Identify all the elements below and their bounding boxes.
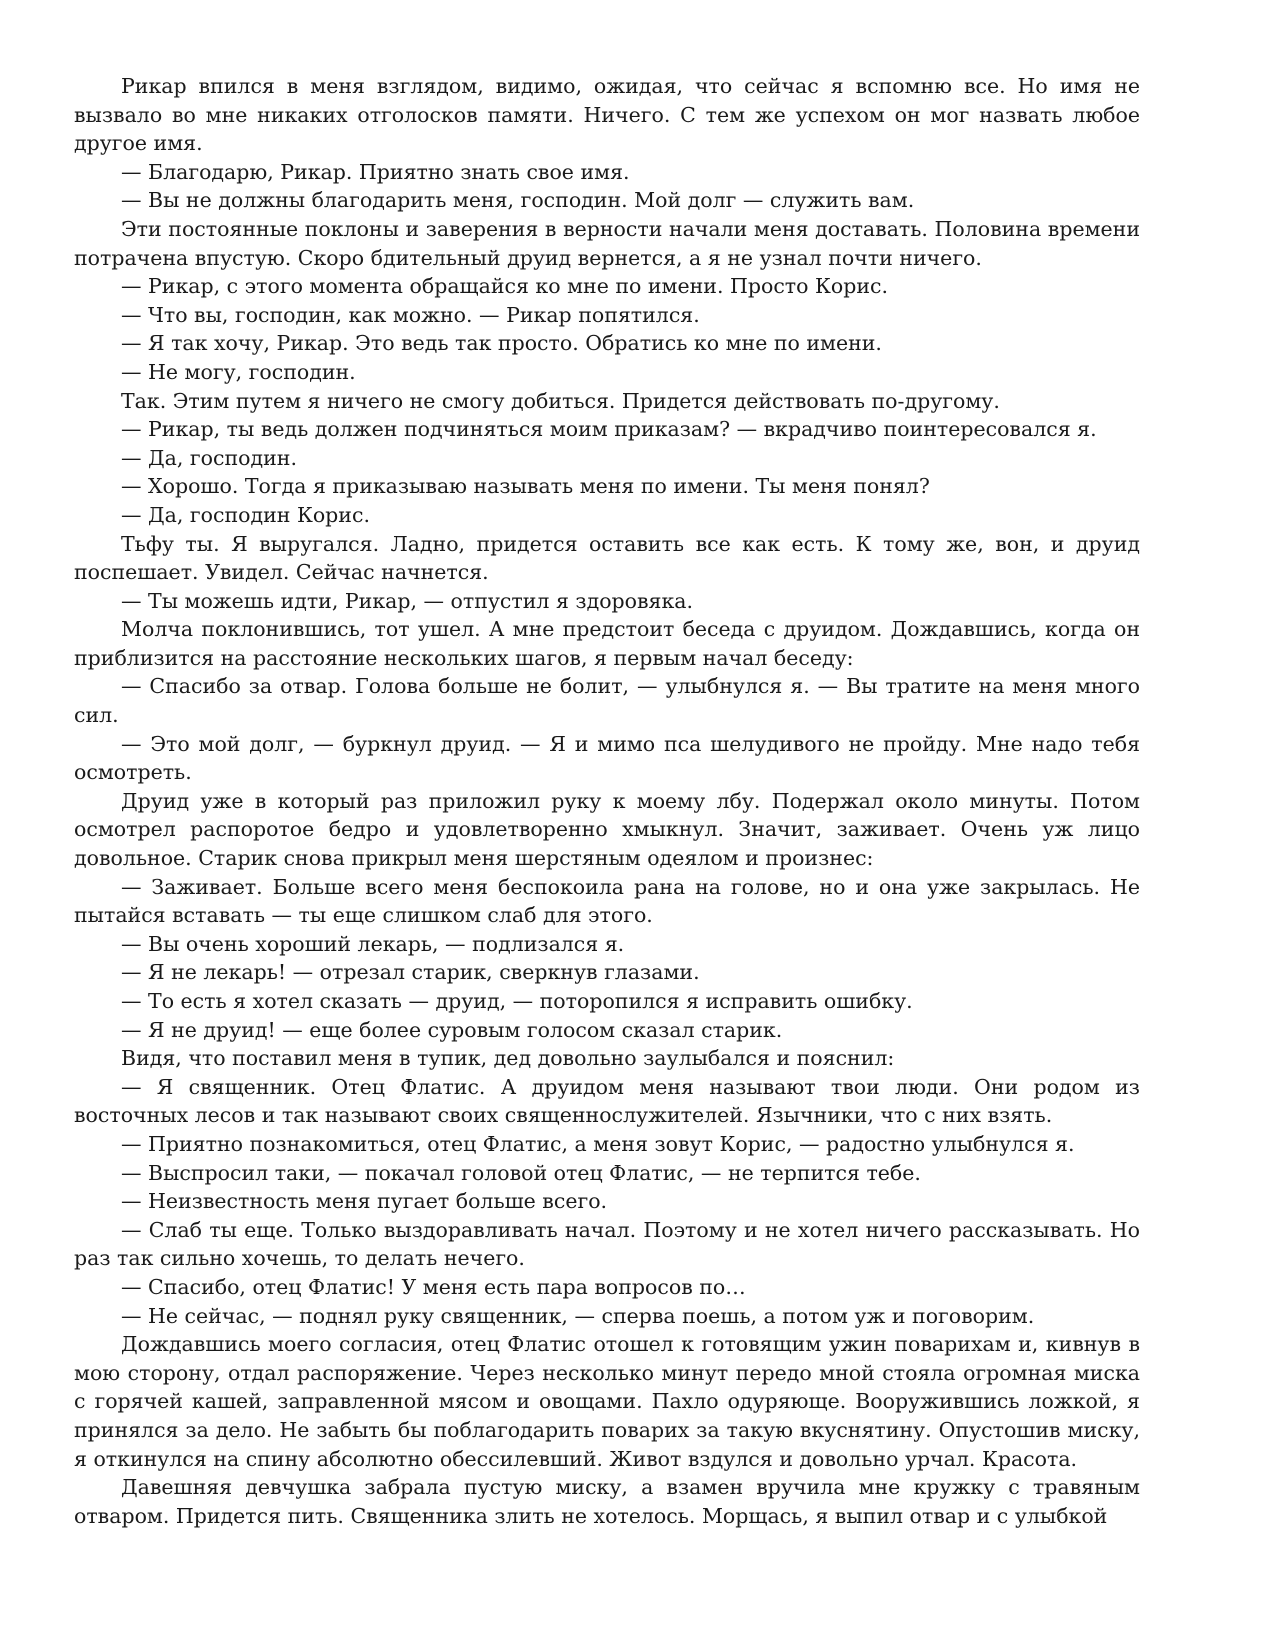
paragraph: — Я не друид! — еще более суровым голосом сказал старик. xyxy=(121,1017,783,1042)
paragraph: — Я так хочу, Рикар. Это ведь так просто. Обратись ко мне по имени. xyxy=(121,331,882,356)
paragraph: Тьфу ты. Я выругался. Ладно, придется оставить все как есть. К тому же, вон, и друид поспешает. Увидел. Сейчас начнется. xyxy=(74,531,1140,585)
paragraph: — Слаб ты еще. Только выздоравливать начал. Поэтому и не хотел ничего рассказывать. Но раз так сильно хочешь, то делать нечего. xyxy=(74,1217,1140,1271)
paragraph: — Приятно познакомиться, отец Флатис, а меня зовут Корис, — радостно улыбнулся я. xyxy=(121,1131,1075,1156)
paragraph: — Вы очень хороший лекарь, — подлизался я. xyxy=(121,931,625,956)
paragraph: — Да, господин. xyxy=(121,445,297,470)
document-page xyxy=(74,72,1140,1530)
paragraph: — Не сейчас, — поднял руку священник, — сперва поешь, а потом уж и поговорим. xyxy=(121,1303,1035,1328)
paragraph: — Рикар, с этого момента обращайся ко мне по имени. Просто Корис. xyxy=(121,274,888,299)
paragraph: Друид уже в который раз приложил руку к моему лбу. Подержал около минуты. Потом осмотрел распоротое бедро и удовлетворенно хмыкнул. Значит, заживает. Очень уж лицо довольное. Старик снова прикрыл меня шерстяным одеялом и произнес: xyxy=(74,788,1140,871)
paragraph: — Неизвестность меня пугает больше всего. xyxy=(121,1189,608,1214)
paragraph: — Спасибо за отвар. Голова больше не болит, — улыбнулся я. — Вы тратите на меня много сил. xyxy=(74,674,1140,728)
paragraph: — Да, господин Корис. xyxy=(121,502,370,527)
paragraph: Так. Этим путем я ничего не смогу добиться. Придется действовать по-другому. xyxy=(121,388,1000,413)
paragraph: — То есть я хотел сказать — друид, — поторопился я исправить ошибку. xyxy=(121,989,913,1013)
paragraph: — Вы не должны благодарить меня, господин. Мой долг — служить вам. xyxy=(121,188,915,213)
paragraph: — Хорошо. Тогда я приказываю называть меня по имени. Ты меня понял? xyxy=(121,474,930,499)
paragraph: — Спасибо, отец Флатис! У меня есть пара вопросов по… xyxy=(121,1274,746,1299)
paragraph: Давешняя девчушка забрала пустую миску, а взамен вручила мне кружку с травяным отваром. Придется пить. Священника злить не хотелось. Морщась, я выпил отвар и с улыбкой xyxy=(74,1475,1140,1528)
paragraph: Видя, что поставил меня в тупик, дед довольно заулыбался и пояснил: xyxy=(121,1046,895,1071)
paragraph: — Что вы, господин, как можно. — Рикар попятился. xyxy=(121,302,700,327)
paragraph: Рикар впился в меня взглядом, видимо, ожидая, что сейчас я вспомню все. Но имя не вызвало во мне никаких отголосков памяти. Ничего. С тем же успехом он мог назвать любое другое имя. xyxy=(74,74,1140,156)
paragraph: — Благодарю, Рикар. Приятно знать свое имя. xyxy=(121,159,630,184)
paragraph: — Не могу, господин. xyxy=(121,359,356,384)
paragraph: Эти постоянные поклоны и заверения в верности начали меня доставать. Половина времени потрачена впустую. Скоро бдительный друид вернется, а я не узнал почти ничего. xyxy=(74,216,1140,270)
paragraph: — Рикар, ты ведь должен подчиняться моим приказам? — вкрадчиво поинтересовался я. xyxy=(121,417,1097,442)
paragraph: — Ты можешь идти, Рикар, — отпустил я здоровяка. xyxy=(121,588,694,613)
paragraph: — Я священник. Отец Флатис. А друидом меня называют твои люди. Они родом из восточных лесов и так называют своих священнослужителей. Язычники, что с них взять. xyxy=(74,1074,1140,1128)
paragraph: — Выспросил таки, — покачал головой отец Флатис, — не терпится тебе. xyxy=(121,1160,921,1185)
paragraph: Молча поклонившись, тот ушел. А мне предстоит беседа с друидом. Дождавшись, когда он приблизится на расстояние нескольких шагов, я первым начал беседу: xyxy=(74,617,1140,670)
paragraph: — Это мой долг, — буркнул друид. — Я и мимо пса шелудивого не пройду. Мне надо тебя осмотреть. xyxy=(74,731,1140,785)
paragraph: — Я не лекарь! — отрезал старик, сверкнув глазами. xyxy=(121,960,700,985)
paragraph: Дождавшись моего согласия, отец Флатис отошел к готовящим ужин поварихам и, кивнув в мою сторону, отдал распоряжение. Через несколько минут передо мной стояла огромная миска с горячей кашей, заправленной мясом и овощами. Пахло одуряюще. Вооружившись ложкой, я принялся за дело. Не забыть бы поблагодарить поварих за такую вкуснятину. Опустошив миску, я откинулся на спину абсолютно обессилевший. Живот вздулся и довольно урчал. Красота. xyxy=(74,1332,1140,1471)
paragraph: — Заживает. Больше всего меня беспокоила рана на голове, но и она уже закрылась. Не пытайся вставать — ты еще слишком слаб для этого. xyxy=(74,874,1140,928)
